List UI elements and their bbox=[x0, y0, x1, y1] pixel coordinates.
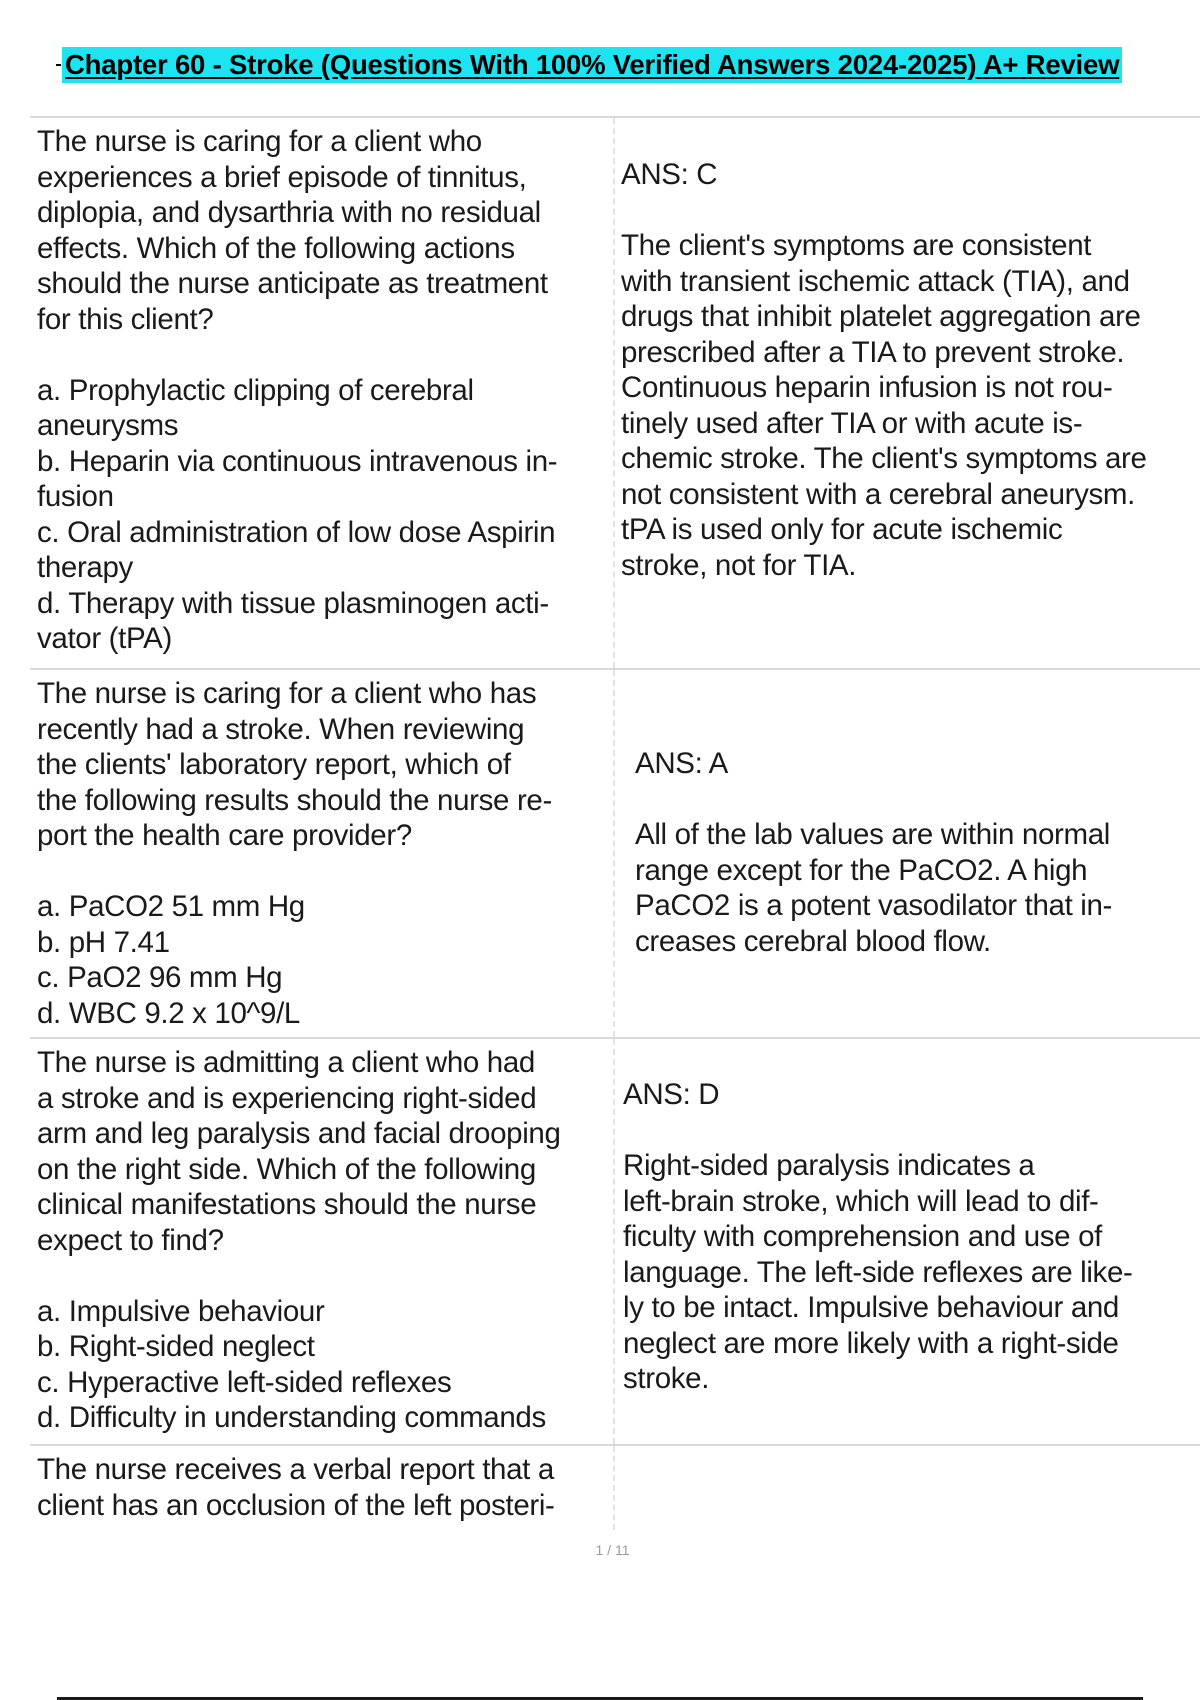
rationale-line: PaCO2 is a potent vasodilator that in- bbox=[635, 889, 1112, 922]
rationale-line: stroke. bbox=[623, 1362, 710, 1395]
option-line: c. PaO2 96 mm Hg bbox=[37, 961, 283, 994]
option-line: aneurysms bbox=[37, 409, 179, 442]
question-line: The nurse is caring for a client who bbox=[37, 125, 482, 158]
rationale-line: with transient ischemic attack (TIA), and bbox=[621, 264, 1130, 298]
option-line: therapy bbox=[37, 551, 133, 584]
rationale-line: chemic stroke. The client's symptoms are bbox=[621, 442, 1147, 475]
rationale-line: ficulty with comprehension and use of bbox=[623, 1220, 1102, 1253]
page-indicator: 1 / 11 bbox=[595, 1542, 630, 1558]
answer-cell bbox=[615, 118, 1200, 668]
question-line: the clients' laboratory report, which of bbox=[37, 748, 511, 781]
option-line: a. PaCO2 51 mm Hg bbox=[37, 890, 305, 923]
rationale-line: Continuous heparin infusion is not rou- bbox=[621, 371, 1113, 404]
question-line: client has an occlusion of the left posteri- bbox=[37, 1488, 555, 1522]
question-line: clinical manifestations should the nurse bbox=[37, 1188, 537, 1221]
option-line: b. pH 7.41 bbox=[37, 925, 170, 959]
question-line: arm and leg paralysis and facial drooping bbox=[37, 1117, 561, 1150]
qa-row bbox=[30, 1039, 1200, 1446]
rationale-line: left-brain stroke, which will lead to dif- bbox=[623, 1184, 1099, 1218]
answer-cell bbox=[615, 1446, 1200, 1530]
rationale-line: The client's symptoms are consistent bbox=[621, 229, 1092, 262]
answer-key: ANS: C bbox=[621, 158, 718, 191]
question-cell bbox=[30, 670, 615, 1037]
question-line: The nurse is admitting a client who had bbox=[37, 1046, 535, 1079]
title-tick-mark bbox=[56, 64, 61, 66]
question-line: a stroke and is experiencing right-sided bbox=[37, 1081, 537, 1115]
rationale-line: Right-sided paralysis indicates a bbox=[623, 1149, 1035, 1182]
rationale-line: All of the lab values are within normal bbox=[635, 818, 1110, 851]
rationale-line: tinely used after TIA or with acute is- bbox=[621, 406, 1083, 440]
question-line: for this client? bbox=[37, 302, 214, 336]
rationale-line: tPA is used only for acute ischemic bbox=[621, 513, 1063, 546]
qa-row bbox=[30, 670, 1200, 1039]
option-line: a. Impulsive behaviour bbox=[37, 1294, 325, 1328]
option-line: fusion bbox=[37, 480, 114, 513]
option-line: d. Therapy with tissue plasminogen acti- bbox=[37, 586, 549, 620]
question-line: The nurse receives a verbal report that a bbox=[37, 1453, 554, 1486]
answer-key: ANS: A bbox=[635, 747, 728, 780]
question-line: port the health care provider? bbox=[37, 819, 412, 852]
option-line: a. Prophylactic clipping of cerebral bbox=[37, 373, 474, 407]
option-line: c. Oral administration of low dose Aspirin bbox=[37, 515, 556, 549]
rationale-line: creases cerebral blood flow. bbox=[635, 924, 991, 958]
question-line: effects. Which of the following actions bbox=[37, 231, 515, 265]
qa-table bbox=[30, 116, 1200, 1530]
rationale-line: prescribed after a TIA to prevent stroke. bbox=[621, 335, 1125, 369]
qa-row bbox=[30, 118, 1200, 670]
rationale-line: ly to be intact. Impulsive behaviour and bbox=[623, 1291, 1119, 1324]
option-line: c. Hyperactive left-sided reflexes bbox=[37, 1365, 452, 1399]
question-line: recently had a stroke. When reviewing bbox=[37, 712, 525, 746]
question-line: on the right side. Which of the following bbox=[37, 1152, 536, 1186]
question-cell bbox=[30, 1039, 615, 1444]
rationale-line: language. The left-side reflexes are like- bbox=[623, 1255, 1133, 1289]
option-line: b. Right-sided neglect bbox=[37, 1330, 315, 1363]
qa-row bbox=[30, 1446, 1200, 1530]
answer-cell bbox=[615, 1039, 1200, 1444]
rationale-line: neglect are more likely with a right-side bbox=[623, 1326, 1119, 1360]
question-line: should the nurse anticipate as treatment bbox=[37, 267, 548, 300]
option-line: b. Heparin via continuous intravenous in- bbox=[37, 444, 558, 478]
option-line: d. Difficulty in understanding commands bbox=[37, 1401, 546, 1434]
question-line: diplopia, and dysarthria with no residual bbox=[37, 196, 541, 229]
question-line: expect to find? bbox=[37, 1223, 224, 1257]
question-cell bbox=[30, 1446, 615, 1530]
question-line: experiences a brief episode of tinnitus, bbox=[37, 160, 527, 194]
option-line: d. WBC 9.2 x 10^9/L bbox=[37, 996, 300, 1030]
question-line: the following results should the nurse re- bbox=[37, 783, 552, 817]
question-line: The nurse is caring for a client who has bbox=[37, 677, 537, 710]
option-line: vator (tPA) bbox=[37, 622, 172, 655]
document-title: Chapter 60 - Stroke (Questions With 100% Verified Answers 2024-2025) A+ Review bbox=[62, 47, 1122, 83]
answer-cell bbox=[615, 670, 1200, 1037]
rationale-line: drugs that inhibit platelet aggregation are bbox=[621, 300, 1141, 333]
rationale-line: stroke, not for TIA. bbox=[621, 548, 857, 582]
answer-key: ANS: D bbox=[623, 1078, 720, 1111]
question-cell bbox=[30, 118, 615, 668]
rationale-line: range except for the PaCO2. A high bbox=[635, 853, 1088, 887]
rationale-line: not consistent with a cerebral aneurysm. bbox=[621, 477, 1135, 511]
